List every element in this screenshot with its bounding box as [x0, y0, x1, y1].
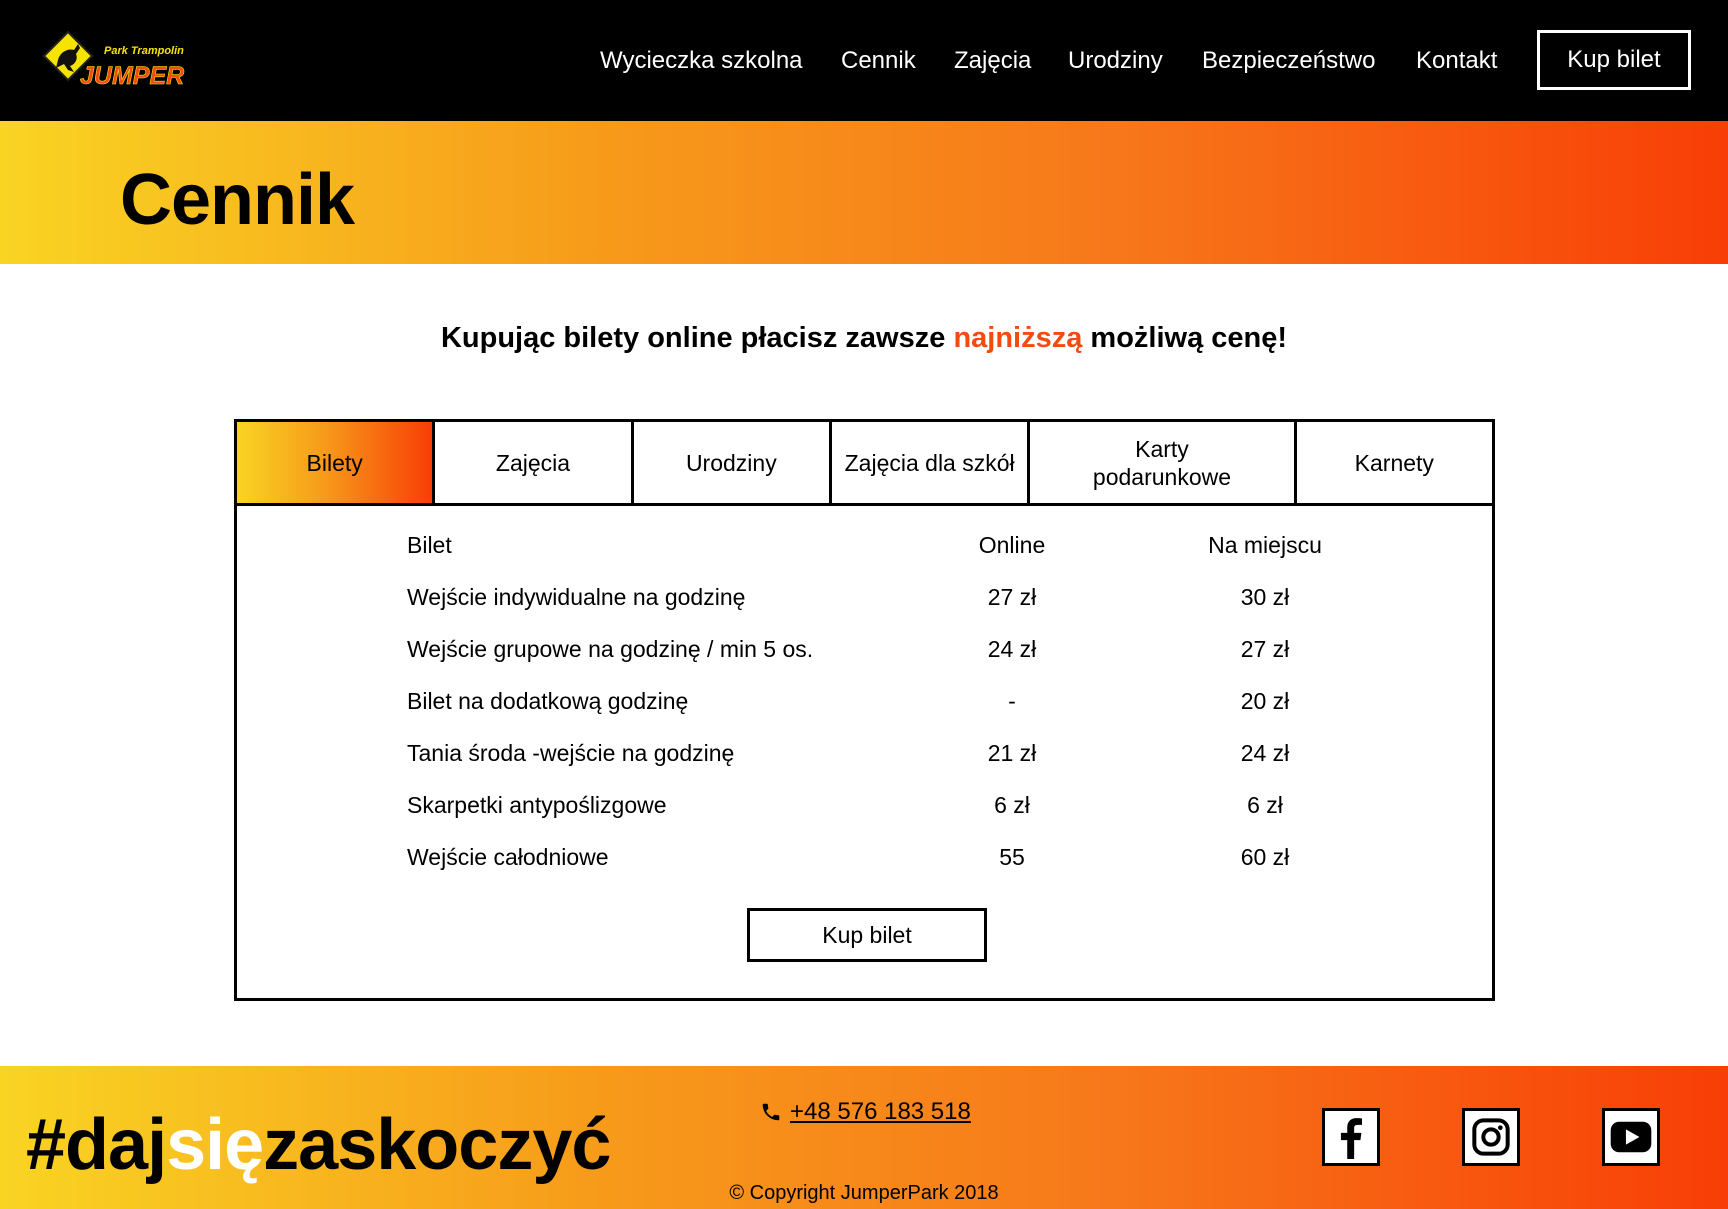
ticket-name: Wejście grupowe na godzinę / min 5 os.	[407, 636, 814, 662]
youtube-link[interactable]	[1602, 1108, 1660, 1166]
online-price: 24 zł	[987, 636, 1037, 662]
intro-text-accent: najniższą	[953, 322, 1083, 354]
onsite-price: 20 zł	[1240, 688, 1290, 714]
onsite-price: 24 zł	[1240, 740, 1290, 766]
top-navigation-bar	[0, 0, 1728, 121]
table-row	[407, 626, 1307, 678]
hashtag-part-zaskoczyc: zaskoczyć	[263, 1105, 611, 1185]
buy-ticket-button[interactable]: Kup bilet	[747, 908, 987, 962]
intro-text-before: Kupując bilety online płacisz zawsze	[440, 322, 954, 354]
hashtag-part-daj: #daj	[26, 1105, 167, 1185]
table-row	[407, 678, 1307, 730]
footer-hashtag	[26, 1104, 610, 1186]
online-price: 6 zł	[994, 792, 1030, 818]
ticket-name: Tania środa -wejście na godzinę	[407, 740, 735, 766]
youtube-icon	[1609, 1120, 1653, 1154]
onsite-price: 60 zł	[1240, 844, 1290, 870]
nav-link-zajecia[interactable]: Zajęcia	[954, 47, 1032, 74]
nav-link-bezpieczenstwo[interactable]: Bezpieczeństwo	[1202, 47, 1376, 74]
onsite-price: 27 zł	[1240, 636, 1290, 662]
footer-phone	[760, 1098, 971, 1126]
tab-karnety[interactable]: Karnety	[1354, 449, 1434, 476]
online-price: 21 zł	[987, 740, 1037, 766]
price-table	[407, 522, 1322, 886]
phone-link[interactable]: +48 576 183 518	[790, 1098, 971, 1125]
nav-link-wycieczka-szkolna[interactable]: Wycieczka szkolna	[600, 47, 803, 74]
header-buy-ticket-button[interactable]: Kup bilet	[1537, 30, 1691, 90]
tab-karty-podarunkowe[interactable]: Karty podarunkowe	[1030, 422, 1296, 503]
svg-text:Park Trampolin: Park Trampolin	[104, 45, 184, 57]
tab-zajecia[interactable]: Zajęcia	[435, 422, 633, 503]
nav-link-cennik[interactable]: Cennik	[841, 47, 916, 74]
ticket-name: Skarpetki antypoślizgowe	[407, 792, 667, 818]
page-hero-banner	[0, 121, 1728, 264]
facebook-link[interactable]	[1322, 1108, 1380, 1166]
instagram-link[interactable]	[1462, 1108, 1520, 1166]
page-title: Cennik	[120, 160, 355, 240]
nav-link-urodziny[interactable]: Urodziny	[1068, 47, 1163, 74]
pricing-tabs	[237, 422, 1492, 506]
table-header-row	[407, 522, 1322, 574]
pricing-panel	[234, 419, 1495, 1001]
tab-zajecia-dla-szkol[interactable]: Zajęcia dla szkół	[832, 422, 1030, 503]
facebook-icon	[1332, 1115, 1370, 1159]
online-price: -	[1008, 688, 1016, 714]
hashtag-part-sie: się	[166, 1105, 264, 1185]
intro-text	[0, 322, 1728, 355]
intro-text-after: możliwą cenę!	[1082, 322, 1288, 354]
svg-text:JUMPER: JUMPER	[80, 62, 185, 90]
table-row	[407, 834, 1307, 886]
table-row	[407, 730, 1307, 782]
column-header-na-miejscu: Na miejscu	[1208, 532, 1322, 558]
onsite-price: 30 zł	[1240, 584, 1290, 610]
nav-link-kontakt[interactable]: Kontakt	[1416, 47, 1498, 74]
ticket-name: Bilet na dodatkową godzinę	[407, 688, 689, 714]
column-header-bilet: Bilet	[407, 532, 452, 558]
online-price: 27 zł	[987, 584, 1037, 610]
ticket-name: Wejście całodniowe	[407, 844, 609, 870]
tab-urodziny[interactable]: Urodziny	[634, 422, 832, 503]
footer	[0, 1066, 1728, 1209]
table-row	[407, 782, 1307, 834]
column-header-online: Online	[978, 532, 1046, 558]
jumper-logo[interactable]	[40, 28, 210, 94]
copyright-text: © Copyright JumperPark 2018	[729, 1182, 999, 1204]
ticket-name: Wejście indywidualne na godzinę	[407, 584, 746, 610]
tab-bilety[interactable]: Bilety	[237, 422, 435, 503]
table-row	[407, 574, 1307, 626]
instagram-icon	[1471, 1117, 1511, 1157]
online-price: 55	[999, 844, 1025, 870]
onsite-price: 6 zł	[1247, 792, 1283, 818]
phone-icon	[760, 1101, 782, 1123]
